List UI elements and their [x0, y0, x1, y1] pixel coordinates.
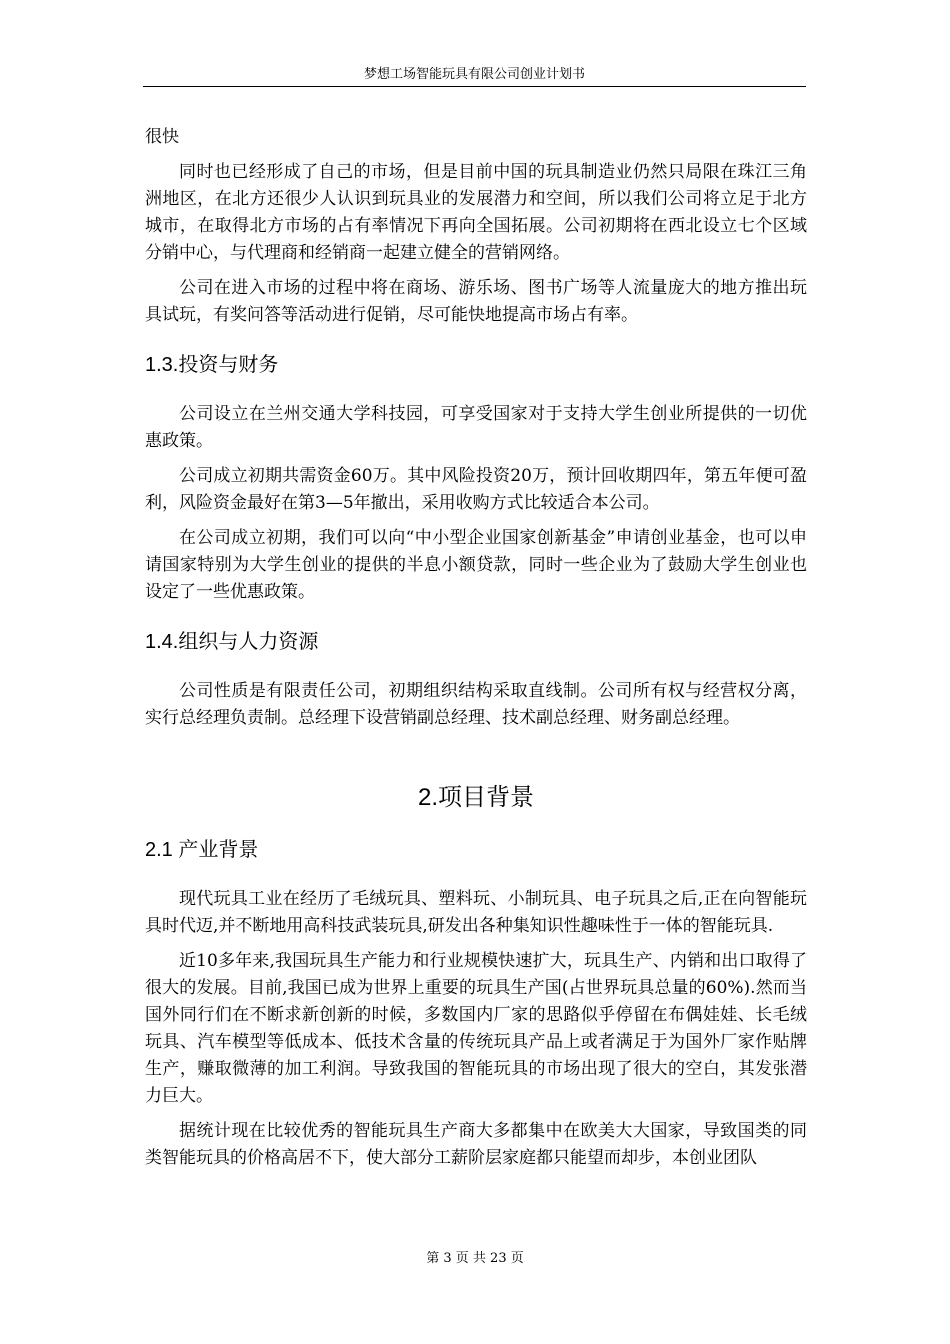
paragraph: 公司性质是有限责任公司，初期组织结构采取直线制。公司所有权与经营权分离，实行总经理负责制。总经理下设营销副总经理、技术副总经理、财务副总经理。 [145, 681, 807, 728]
section-heading: 2.1 产业背景 [145, 839, 259, 861]
section-heading: 1.4.组织与人力资源 [145, 631, 319, 653]
paragraph: 同时也已经形成了自己的市场，但是目前中国的玩具制造业仍然只局限在珠江三角洲地区，在北方还很少人认识到玩具业的发展潜力和空间，所以我们公司将立足于北方城市，在取得北方市场的占有率情况下再向全国拓展。公司初期将在西北设立七个区域分销中心，与代理商和经销商一起建立健全的营销网络。 [145, 162, 807, 263]
paragraph: 公司设立在兰州交通大学科技园，可享受国家对于支持大学生创业所提供的一切优惠政策。 [145, 404, 807, 451]
section-heading: 1.3.投资与财务 [145, 354, 279, 376]
paragraph: 近10多年来,我国玩具生产能力和行业规模快速扩大，玩具生产、内销和出口取得了很大的发展。目前,我国已成为世界上重要的玩具生产国(占世界玩具总量的60%).然而当国外同行们在不断求新创新的时候，多数国内厂家的思路似乎停留在布偶娃娃、长毛绒玩具、汽车模型等低成本、低技术含量的传统玩具产品上或者满足于为国外厂家作贴牌生产，赚取微薄的加工利润。导致我国的智能玩具的市场出现了很大的空白，其发张潜力巨大。 [145, 951, 807, 1106]
paragraph: 现代玩具工业在经历了毛绒玩具、塑料玩、小制玩具、电子玩具之后,正在向智能玩具时代迈,并不断地用高科技武装玩具,研发出各种集知识性趣味性于一体的智能玩具. [145, 889, 807, 936]
page-header: 梦想工场智能玩具有限公司创业计划书 [143, 66, 806, 87]
chapter-heading: 2.项目背景 [417, 784, 534, 811]
paragraph: 据统计现在比较优秀的智能玩具生产商大多都集中在欧美大大国家，导致国类的同类智能玩具的价格高居不下，使大部分工薪阶层家庭都只能望而却步，本创业团队 [145, 1121, 807, 1168]
paragraph: 公司在进入市场的过程中将在商场、游乐场、图书广场等人流量庞大的地方推出玩具试玩，有奖问答等活动进行促销，尽可能快地提高市场占有率。 [145, 278, 807, 325]
paragraph: 在公司成立初期，我们可以向“中小型企业国家创新基金”申请创业基金，也可以申请国家特别为大学生创业的提供的半息小额贷款，同时一些企业为了鼓励大学生创业也设定了一些优惠政策。 [145, 528, 807, 602]
document-body [145, 124, 807, 1180]
paragraph: 公司成立初期共需资金60万。其中风险投资20万，预计回收期四年，第五年便可盈利，风险资金最好在第3—5年撤出，采用收购方式比较适合本公司。 [145, 466, 807, 513]
paragraph: 很快 [145, 127, 179, 147]
page-footer: 第 3 页 共 23 页 [426, 1251, 524, 1266]
